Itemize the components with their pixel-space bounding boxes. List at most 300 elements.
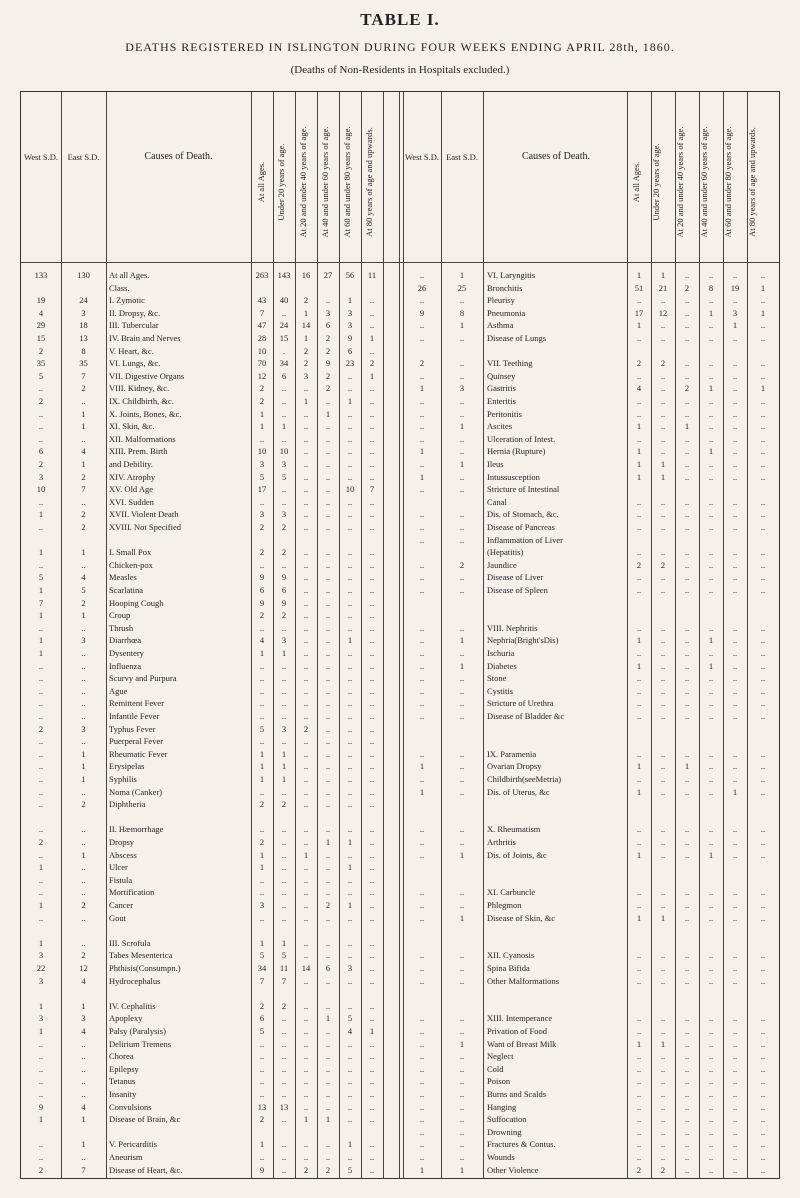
age80-count: .. (369, 522, 375, 532)
age80-count: .. (369, 559, 375, 570)
age20-40-count: .. (684, 408, 690, 419)
age60-80-count: .. (732, 950, 738, 961)
age60-80-count: .. (347, 937, 353, 948)
all-ages-count: .. (259, 673, 265, 684)
age20-40-count: 2 (684, 383, 690, 394)
age80-count: .. (760, 685, 766, 696)
age40-60-count: .. (325, 774, 331, 784)
all-ages-count: .. (259, 887, 265, 898)
under20-count: .. (660, 887, 666, 898)
age40-60-count: .. (708, 295, 714, 306)
all-ages-count: 3 (259, 459, 265, 469)
east-count: 7 (81, 370, 86, 381)
east-count: .. (81, 648, 86, 658)
all-ages-count: 3 (259, 509, 265, 520)
under20-count: .. (281, 1114, 287, 1125)
age60-80-count: .. (732, 648, 738, 658)
age60-80-count: .. (347, 370, 353, 381)
all-ages-count: 10 (257, 446, 267, 457)
age40-60-count: 1 (708, 660, 714, 671)
east-count: 1 (81, 1139, 86, 1150)
age60-80-count: .. (732, 975, 738, 986)
under20-count: .. (660, 1063, 666, 1074)
east-count: 3 (459, 383, 465, 394)
cause-name: Canal (487, 496, 507, 507)
age20-40-count: .. (684, 622, 690, 633)
age40-60-count: 2 (325, 1164, 331, 1175)
all-ages-count: 1 (259, 774, 265, 784)
age20-40-count: .. (684, 1152, 690, 1162)
age20-40-count: 2 (303, 295, 309, 306)
all-ages-count: .. (636, 837, 642, 847)
east-count: .. (459, 408, 465, 419)
header-80-right: At 80 years of age and upwards. (747, 127, 757, 237)
all-ages-count: .. (636, 975, 642, 986)
age20-40-count: .. (303, 887, 309, 898)
cause-name: Pneumonia (487, 307, 526, 318)
age80-count: 1 (760, 307, 766, 318)
age80-count: .. (369, 874, 375, 885)
age40-60-count: .. (708, 963, 714, 973)
header-40-60-right: At 40 and under 60 years of age. (699, 126, 709, 238)
under20-count: .. (281, 1139, 287, 1150)
east-count: .. (459, 534, 465, 545)
header-east-left: East S.D. (67, 152, 100, 162)
west-count: .. (38, 559, 44, 570)
east-count: 8 (81, 345, 86, 356)
age80-count: .. (369, 837, 375, 847)
cause-name: Measles (109, 572, 137, 583)
age40-60-count: .. (708, 786, 714, 797)
cause-name: XII. Cyanosis (487, 950, 535, 961)
east-count: .. (459, 509, 465, 520)
header-60-80-right: At 60 and under 80 years of age. (723, 126, 733, 238)
all-ages-count: .. (636, 585, 642, 595)
west-count: .. (419, 963, 425, 973)
east-count: .. (81, 1051, 86, 1062)
column-divider (627, 92, 628, 1178)
cause-name: VIII. Kidney, &c. (109, 383, 170, 394)
east-count: .. (81, 711, 86, 721)
all-ages-count: .. (259, 1089, 265, 1099)
under20-count: .. (660, 408, 666, 419)
age60-80-count: 3 (347, 307, 353, 318)
age60-80-count: 6 (347, 345, 353, 356)
east-count: .. (459, 786, 465, 797)
west-count: 5 (38, 572, 44, 583)
age20-40-count: .. (303, 736, 309, 747)
all-ages-count: .. (259, 496, 265, 507)
all-ages-count: .. (636, 396, 642, 406)
header-causes-right: Causes of Death. (521, 151, 591, 162)
east-count: .. (459, 572, 465, 583)
age80-count: .. (760, 950, 766, 961)
west-count: .. (419, 1114, 425, 1125)
age60-80-count: .. (732, 421, 738, 432)
age20-40-count: .. (303, 912, 309, 923)
west-count: 22 (36, 963, 46, 973)
all-ages-count: 2 (259, 383, 265, 394)
age60-80-count: .. (347, 1063, 353, 1074)
west-count: 1 (38, 547, 44, 558)
age60-80-count: .. (347, 559, 353, 570)
cause-name: VI. Lungs, &c. (109, 358, 161, 369)
age60-80-count: .. (732, 748, 738, 759)
age40-60-count: .. (325, 912, 331, 923)
under20-count: .. (660, 522, 666, 532)
column-divider (747, 92, 748, 1178)
under20-count: .. (281, 1051, 287, 1062)
east-count: 1 (81, 547, 86, 558)
age20-40-count: 1 (684, 421, 690, 432)
age20-40-count: 1 (303, 333, 309, 343)
cause-name: Disease of Spleen (487, 585, 548, 595)
all-ages-count: .. (636, 900, 642, 910)
age40-60-count: 1 (325, 1114, 331, 1125)
age40-60-count: .. (708, 396, 714, 406)
cause-name: Dis. of Stomach, &c. (487, 509, 559, 520)
west-count: .. (38, 748, 44, 759)
age60-80-count: .. (732, 635, 738, 646)
age60-80-count: .. (347, 1114, 353, 1125)
age40-60-count: .. (708, 270, 714, 280)
age20-40-count: .. (684, 1126, 690, 1137)
under20-count: 2 (660, 559, 666, 570)
age40-60-count: .. (325, 295, 331, 306)
all-ages-count: 28 (257, 333, 267, 343)
cause-name: Cold (487, 1063, 504, 1074)
east-count: .. (459, 1063, 465, 1074)
age60-80-count: 56 (345, 270, 355, 280)
cause-name: Stone (487, 673, 507, 684)
under20-count: .. (660, 1026, 666, 1036)
west-count: .. (419, 975, 425, 986)
cause-name: I. Zymotic (109, 295, 145, 306)
east-count: 3 (81, 307, 86, 318)
west-count: .. (38, 383, 44, 394)
under20-count: .. (281, 862, 287, 873)
under20-count: .. (660, 1152, 666, 1162)
age80-count: .. (369, 912, 375, 923)
age80-count: .. (760, 1026, 766, 1036)
all-ages-count: 1 (636, 849, 642, 860)
age20-40-count: .. (684, 358, 690, 369)
east-count: .. (459, 1114, 465, 1125)
age40-60-count: .. (325, 547, 331, 558)
west-count: .. (38, 698, 44, 709)
under20-count: 11 (279, 963, 289, 973)
column-divider (339, 92, 340, 1178)
under20-count: .. (660, 635, 666, 646)
age80-count: .. (760, 295, 766, 306)
east-count: .. (459, 1139, 465, 1150)
age40-60-count: .. (325, 522, 331, 532)
age80-count: .. (760, 963, 766, 973)
cause-name: Pleurisy (487, 295, 515, 306)
age80-count: .. (369, 433, 375, 444)
age60-80-count: .. (347, 786, 353, 797)
age60-80-count: .. (732, 333, 738, 343)
age20-40-count: .. (303, 509, 309, 520)
west-count: .. (419, 887, 425, 898)
under20-count: .. (281, 1076, 287, 1087)
under20-count: .. (660, 320, 666, 331)
under20-count: 1 (660, 270, 666, 280)
west-count: .. (419, 1152, 425, 1162)
age80-count: .. (369, 711, 375, 721)
under20-count: 3 (281, 635, 287, 646)
west-count: 1 (38, 1026, 44, 1036)
west-count: .. (419, 698, 425, 709)
age60-80-count: .. (732, 912, 738, 923)
east-count: .. (459, 370, 465, 381)
age40-60-count: 1 (708, 307, 714, 318)
all-ages-count: .. (636, 572, 642, 583)
west-count: 26 (417, 282, 427, 293)
cause-name: Tabes Mesenterica (109, 950, 173, 961)
cause-name: Influenza (109, 660, 142, 671)
east-count: .. (81, 736, 86, 747)
age20-40-count: .. (303, 685, 309, 696)
cause-name: Scarlatina (109, 585, 143, 595)
age80-count: .. (760, 635, 766, 646)
age40-60-count: .. (325, 610, 331, 621)
under20-count: .. (660, 950, 666, 961)
west-count: .. (419, 572, 425, 583)
west-count: .. (38, 761, 44, 772)
all-ages-count: .. (259, 786, 265, 797)
west-count: 1 (38, 862, 44, 873)
all-ages-count: .. (636, 1089, 642, 1099)
age40-60-count: 3 (325, 307, 331, 318)
age60-80-count: 19 (730, 282, 740, 293)
west-count: .. (419, 748, 425, 759)
age80-count: .. (760, 774, 766, 784)
age20-40-count: .. (684, 333, 690, 343)
age40-60-count: 2 (325, 345, 331, 356)
all-ages-count: .. (259, 1038, 265, 1049)
west-count: .. (419, 1126, 425, 1137)
age80-count: 1 (369, 1026, 375, 1036)
cause-name: Disease of Skin, &c (487, 912, 555, 923)
east-count: 2 (81, 509, 86, 520)
age60-80-count: .. (732, 824, 738, 835)
east-count: .. (459, 963, 465, 973)
east-count: 35 (79, 358, 88, 369)
age60-80-count: .. (347, 748, 353, 759)
age40-60-count: .. (325, 1076, 331, 1087)
age40-60-count: .. (325, 660, 331, 671)
under20-count: .. (281, 660, 287, 671)
age20-40-count: .. (303, 862, 309, 873)
age60-80-count: .. (347, 597, 353, 608)
age20-40-count: .. (684, 648, 690, 658)
east-count: 1 (81, 1000, 86, 1011)
west-count: .. (419, 320, 425, 331)
east-count: 12 (79, 963, 88, 973)
west-count: 1 (419, 471, 425, 482)
age40-60-count: .. (325, 1051, 331, 1062)
age80-count: .. (760, 1101, 766, 1112)
cause-name: Disease of Heart, &c. (109, 1164, 183, 1175)
column-divider (483, 92, 484, 1178)
west-count: .. (38, 799, 44, 810)
all-ages-count: .. (636, 1013, 642, 1024)
age40-60-count: 1 (325, 408, 331, 419)
age80-count: .. (760, 370, 766, 381)
age80-count: .. (369, 320, 375, 331)
age20-40-count: .. (303, 698, 309, 709)
age80-count: .. (369, 585, 375, 595)
age80-count: .. (369, 900, 375, 910)
under20-count: 1 (281, 774, 287, 784)
west-count: .. (38, 673, 44, 684)
age20-40-count: 2 (303, 345, 309, 356)
age60-80-count: .. (732, 1076, 738, 1087)
header-east-right: East S.D. (446, 152, 478, 162)
cause-name: IX. Paramenia (487, 748, 537, 759)
west-count: .. (419, 585, 425, 595)
age20-40-count: .. (684, 471, 690, 482)
all-ages-count: .. (636, 1101, 642, 1112)
under20-count: .. (281, 849, 287, 860)
age60-80-count: 5 (347, 1013, 353, 1024)
east-count: .. (459, 673, 465, 684)
east-count: .. (459, 585, 465, 595)
cause-name: I. Small Pox (109, 547, 152, 558)
cause-name: Intussusception (487, 471, 540, 482)
age40-60-count: .. (325, 736, 331, 747)
age60-80-count: .. (732, 433, 738, 444)
west-count: 3 (38, 471, 44, 482)
age20-40-count: .. (684, 1139, 690, 1150)
west-count: 1 (38, 610, 44, 621)
all-ages-count: 1 (259, 748, 265, 759)
west-count: 9 (38, 1101, 44, 1112)
age20-40-count: .. (303, 522, 309, 532)
under20-count: .. (281, 1063, 287, 1074)
under20-count: .. (660, 685, 666, 696)
age80-count: .. (369, 459, 375, 469)
east-count: 24 (79, 295, 88, 306)
under20-count: .. (281, 1038, 287, 1049)
under20-count: 1 (281, 937, 287, 948)
west-count: .. (419, 1139, 425, 1150)
west-count: .. (419, 824, 425, 835)
all-ages-count: 1 (636, 421, 642, 432)
cause-name: Abscess (109, 849, 137, 860)
cause-name: VII. Digestive Organs (109, 370, 185, 381)
cause-name: Insanity (109, 1089, 137, 1099)
age80-count: .. (369, 648, 375, 658)
age80-count: .. (369, 1013, 375, 1024)
age40-60-count: .. (708, 1139, 714, 1150)
all-ages-count: .. (259, 622, 265, 633)
under20-count: 1 (281, 421, 287, 432)
age40-60-count: .. (708, 887, 714, 898)
west-count: 4 (38, 307, 44, 318)
header-west-right: West S.D. (404, 152, 440, 162)
under20-count: .. (281, 383, 287, 394)
age40-60-count: .. (325, 484, 331, 495)
age60-80-count: .. (347, 1038, 353, 1049)
age20-40-count: 2 (303, 358, 309, 369)
age80-count: .. (760, 900, 766, 910)
age60-80-count: .. (347, 459, 353, 469)
column-divider (361, 92, 362, 1178)
west-count: 2 (38, 837, 44, 847)
cause-name: Scurvy and Purpura (109, 673, 177, 684)
east-count: 2 (81, 900, 86, 910)
east-count: .. (459, 1089, 465, 1099)
age20-40-count: 2 (303, 723, 309, 734)
under20-count: 3 (281, 723, 287, 734)
age80-count: .. (369, 295, 375, 306)
east-count: 1 (81, 849, 86, 860)
under20-count: .. (660, 1139, 666, 1150)
age40-60-count: .. (708, 1152, 714, 1162)
age20-40-count: 1 (303, 307, 309, 318)
header-all-ages-right: At all Ages. (631, 161, 641, 203)
age60-80-count: .. (347, 446, 353, 457)
cause-name: Fistula (109, 874, 133, 885)
west-count: 1 (419, 1164, 425, 1175)
west-count: .. (419, 635, 425, 646)
east-count: .. (459, 295, 465, 306)
west-count: .. (419, 900, 425, 910)
cause-name: Infantile Fever (109, 711, 160, 721)
age40-60-count: .. (325, 799, 331, 810)
age40-60-count: .. (708, 912, 714, 923)
age20-40-count: .. (684, 900, 690, 910)
age40-60-count: .. (708, 673, 714, 684)
age60-80-count: .. (347, 1000, 353, 1011)
age40-60-count: .. (325, 849, 331, 860)
cause-name: Stricture of Intestinal (487, 484, 560, 495)
age40-60-count: .. (325, 874, 331, 885)
age60-80-count: .. (732, 1089, 738, 1099)
west-count: 2 (38, 396, 44, 406)
east-count: 7 (81, 1164, 86, 1175)
under20-count: 21 (658, 282, 668, 293)
age40-60-count: .. (708, 1038, 714, 1049)
age40-60-count: .. (708, 761, 714, 772)
age40-60-count: .. (325, 824, 331, 835)
cause-name: Ascites (487, 421, 513, 432)
all-ages-count: 1 (636, 446, 642, 457)
age80-count: .. (369, 1063, 375, 1074)
age20-40-count: .. (303, 975, 309, 986)
all-ages-count: .. (636, 622, 642, 633)
under20-count: .. (281, 685, 287, 696)
age80-count: .. (760, 912, 766, 923)
all-ages-count: 47 (257, 320, 267, 331)
west-count: .. (419, 396, 425, 406)
all-ages-count: .. (636, 698, 642, 709)
under20-count: .. (281, 1152, 287, 1162)
all-ages-count: 17 (634, 307, 644, 318)
age60-80-count: 1 (732, 320, 738, 331)
age20-40-count: .. (684, 849, 690, 860)
west-count: .. (38, 849, 44, 860)
age80-count: .. (760, 975, 766, 986)
all-ages-count: 1 (259, 408, 265, 419)
age20-40-count: .. (303, 610, 309, 621)
age20-40-count: .. (303, 559, 309, 570)
east-count: 2 (81, 383, 86, 394)
east-count: 4 (81, 572, 86, 583)
under20-count: .. (281, 433, 287, 444)
